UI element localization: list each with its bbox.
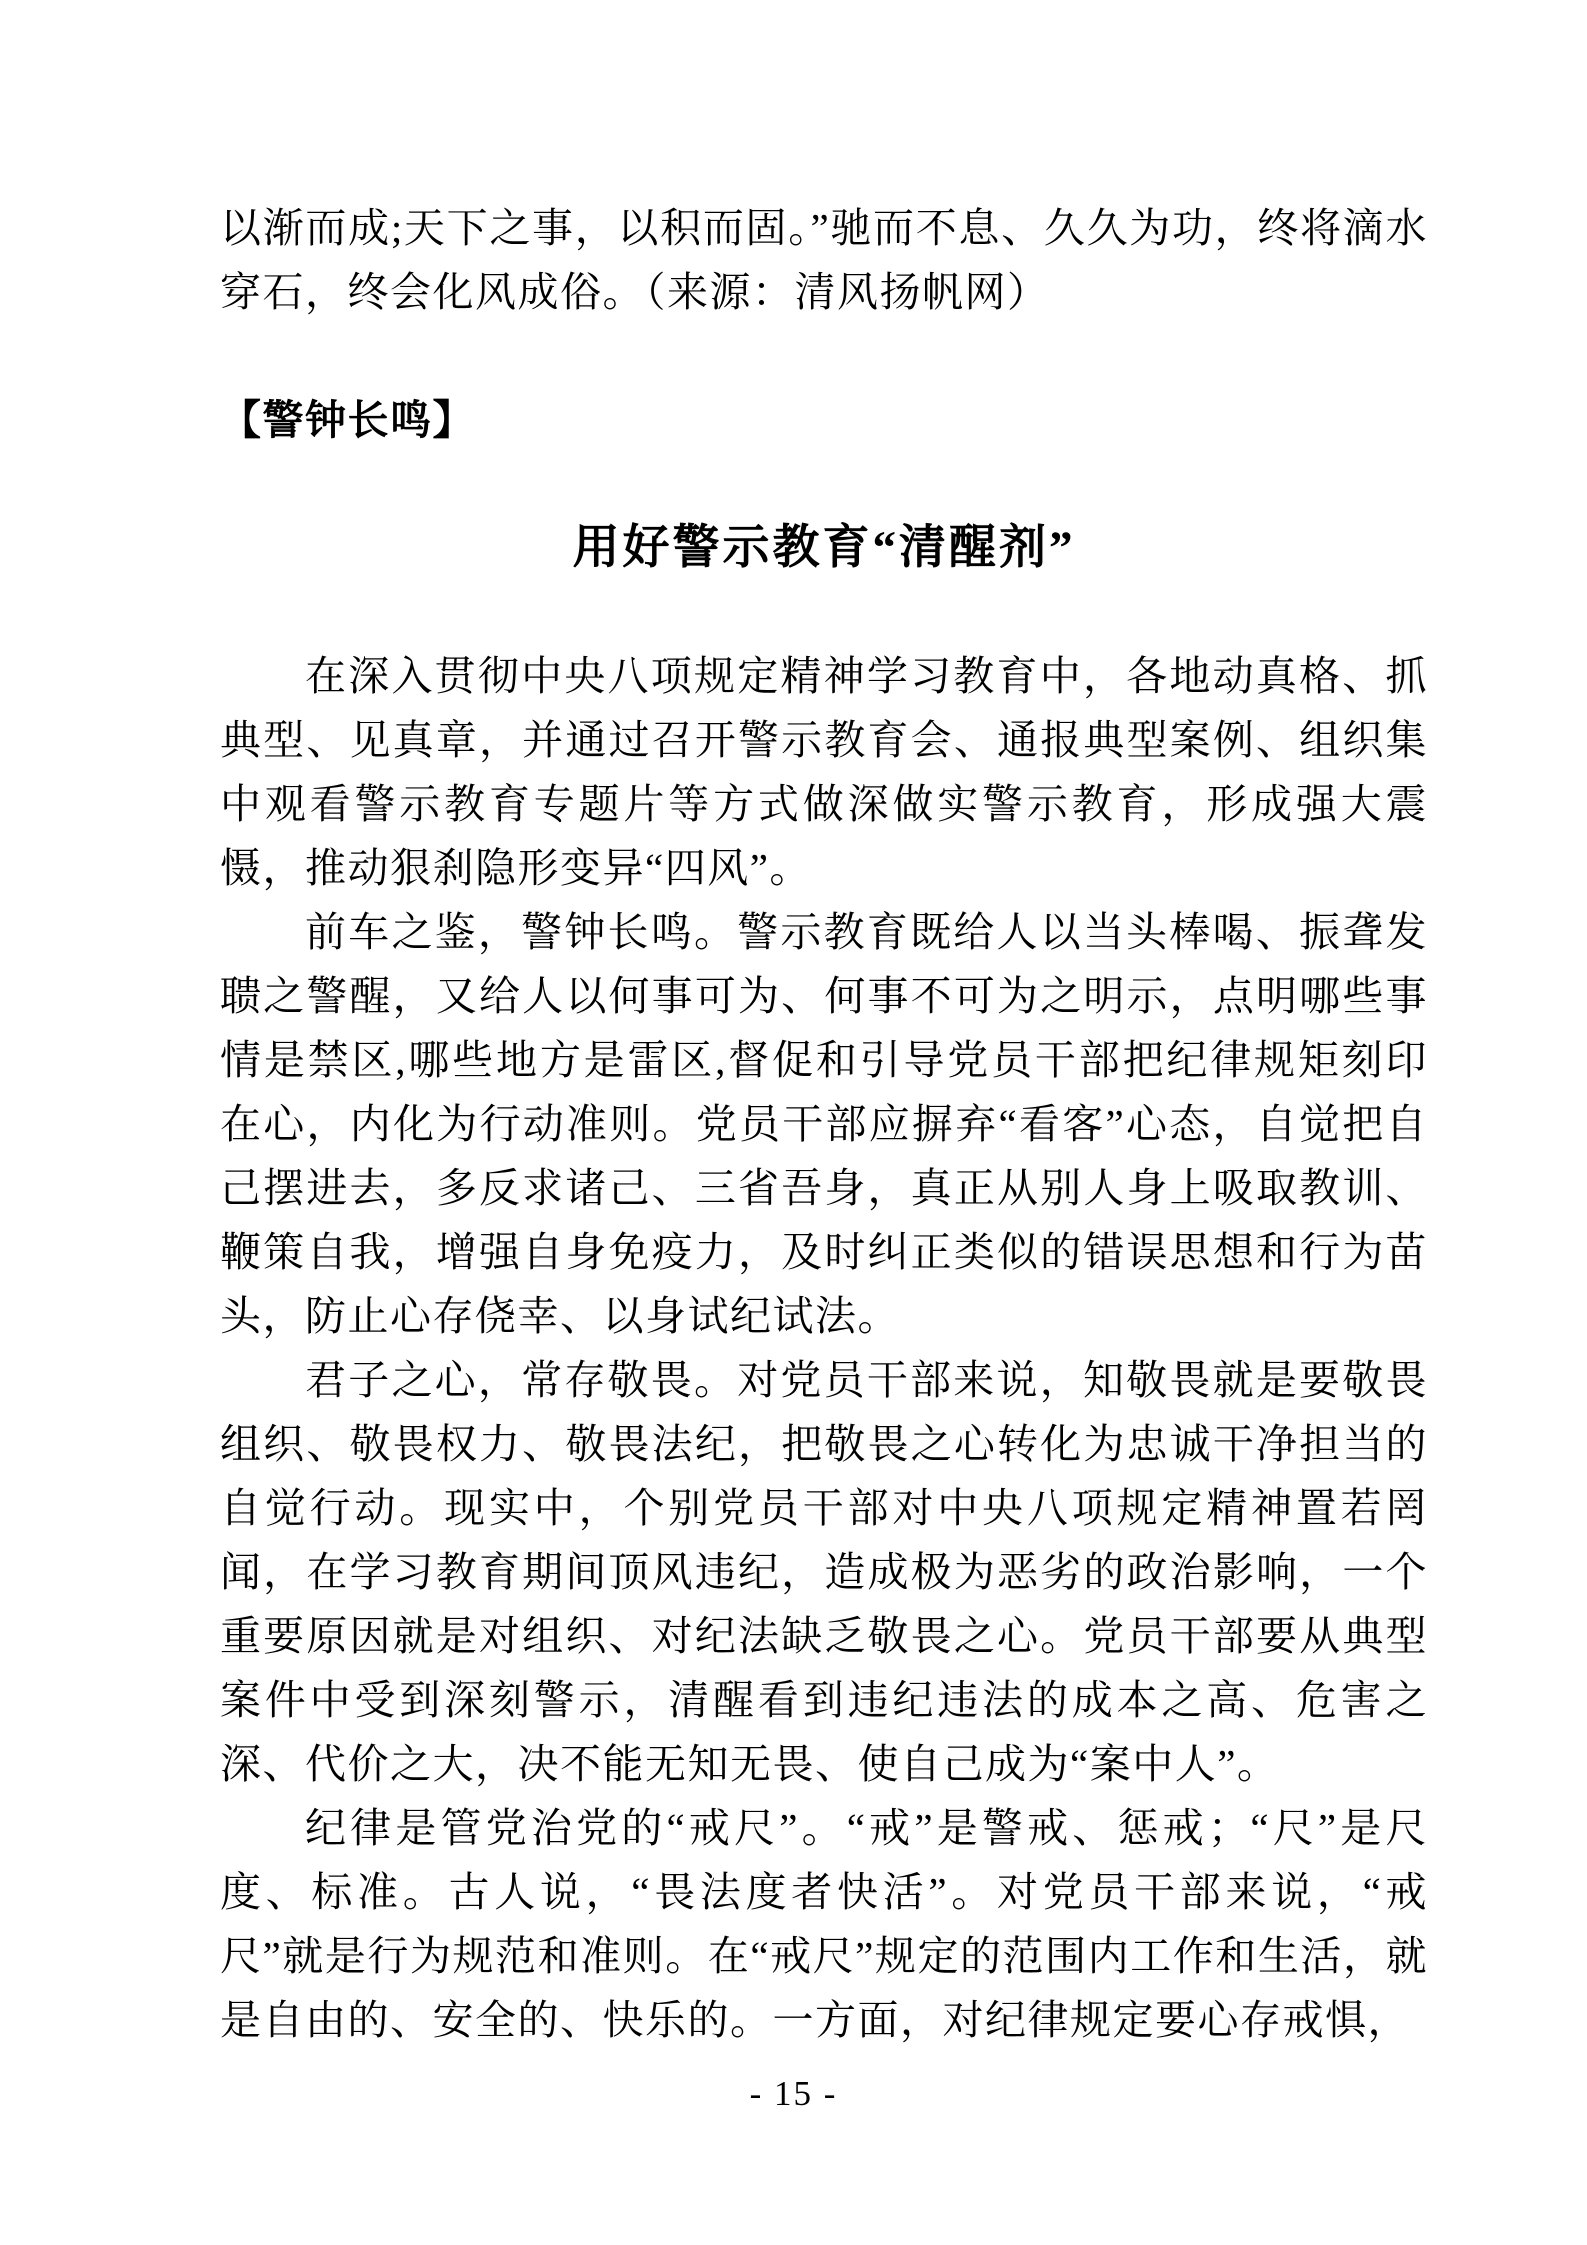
text-content <box>220 196 1428 2052</box>
continuation-paragraph: 以渐而成;天下之事，以积而固。”驰而不息、久久为功，终将滴水穿石，终会化风成俗。（来源：清风扬帆网） <box>220 205 1428 315</box>
article-title: 用好警示教育“清醒剂” <box>572 522 1076 574</box>
page-number: - 15 - <box>749 2074 838 2113</box>
paragraph-4: 纪律是管党治党的“戒尺”。“戒”是警戒、惩戒；“尺”是尺度、标准。古人说，“畏法度者快活”。对党员干部来说，“戒尺”就是行为规范和准则。在“戒尺”规定的范围内工作和生活，就是自由的、安全的、快乐的。一方面，对纪律规定要心存戒惧， <box>220 1805 1428 2043</box>
section-header: 【警钟长鸣】 <box>220 397 475 443</box>
paragraph-2: 前车之鉴，警钟长鸣。警示教育既给人以当头棒喝、振聋发聩之警醒，又给人以何事可为、何事不可为之明示，点明哪些事情是禁区,哪些地方是雷区,督促和引导党员干部把纪律规矩刻印在心，内化为行动准则。党员干部应摒弃“看客”心态，自觉把自己摆进去，多反求诸己、三省吾身，真正从别人身上吸取教训、鞭策自我，增强自身免疫力，及时纠正类似的错误思想和行为苗头，防止心存侥幸、以身试纪试法。 <box>220 909 1428 1339</box>
paragraph-1: 在深入贯彻中央八项规定精神学习教育中，各地动真格、抓典型、见真章，并通过召开警示教育会、通报典型案例、组织集中观看警示教育专题片等方式做深做实警示教育，形成强大震慑，推动狠刹隐形变异“四风”。 <box>220 653 1428 891</box>
paragraph-3: 君子之心，常存敬畏。对党员干部来说，知敬畏就是要敬畏组织、敬畏权力、敬畏法纪，把敬畏之心转化为忠诚干净担当的自觉行动。现实中，个别党员干部对中央八项规定精神置若罔闻，在学习教育期间顶风违纪，造成极为恶劣的政治影响，一个重要原因就是对组织、对纪法缺乏敬畏之心。党员干部要从典型案件中受到深刻警示，清醒看到违纪违法的成本之高、危害之深、代价之大，决不能无知无畏、使自己成为“案中人”。 <box>220 1357 1428 1787</box>
